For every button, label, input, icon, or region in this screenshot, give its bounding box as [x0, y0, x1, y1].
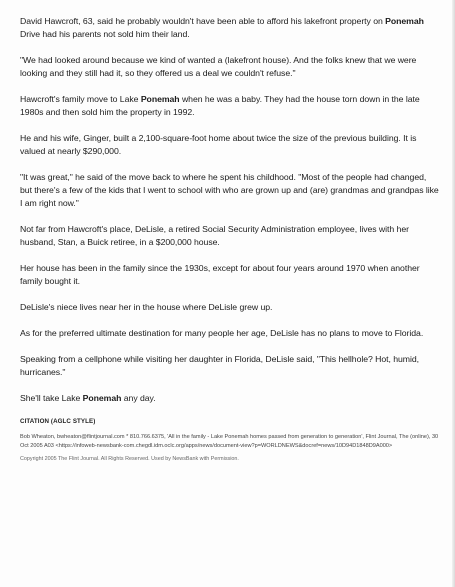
citation-heading: CITATION (AGLC STYLE): [20, 418, 96, 425]
paragraph-6: Not far from Hawcroft's place, DeLisle, a retired Social Security Administration employee, lives with her husband, Stan, a Buick retiree, in a $200,000 house.: [20, 224, 409, 247]
paragraph-10: Speaking from a cellphone while visiting her daughter in Florida, DeLisle said, "This hellhole? Hot, humid, hurricanes.": [20, 354, 420, 377]
paragraph-11: [20, 392, 440, 405]
paragraph-7: Her house has been in the family since the 1930s, except for about four years around 1970 when another family bought it.: [20, 263, 420, 286]
article-body: [20, 15, 440, 462]
paragraph-4: He and his wife, Ginger, built a 2,100-square-foot home about twice the size of the previous building. It is valued at nearly $290,000.: [20, 133, 417, 156]
copyright-notice: Copyright 2005 The Flint Journal. All Rights Reserved. Used by NewsBank with Permission.: [20, 456, 239, 462]
paragraph-3: [20, 93, 440, 119]
paragraph-1: [20, 15, 440, 41]
paragraph-8: DeLisle's niece lives near her in the house where DeLisle grew up.: [20, 302, 273, 312]
paragraph-11-text-a: She'll take Lake: [20, 393, 83, 403]
paragraph-1-text-a: David Hawcroft, 63, said he probably wouldn't have been able to afford his lakefront property on: [20, 16, 386, 26]
paragraph-3-text-b: when he was a baby. They had the house torn down in the late 1980s and then sold him the property in 1992.: [20, 94, 420, 117]
keyword-highlight: Ponemah: [140, 94, 180, 104]
paragraph-5: "It was great," he said of the move back to where he spent his childhood. "Most of the people had changed, but there's a few of the kids that I went to school with who are grown up and (are) grandmas and grandpas like I am right now.": [20, 172, 439, 208]
paragraph-1-text-b: Drive had his parents not sold him their land.: [20, 29, 190, 39]
keyword-highlight: Ponemah: [385, 16, 424, 26]
paragraph-2: "We had looked around because we kind of wanted a (lakefront house). And the folks knew that we were looking and they still had it, so they offered us a deal we couldn't refuse.": [20, 55, 417, 78]
paragraph-11-text-b: any day.: [121, 393, 156, 403]
paragraph-3-text-a: Hawcroft's family move to Lake: [20, 94, 141, 104]
paragraph-9: As for the preferred ultimate destination for many people her age, DeLisle has no plans to move to Florida.: [20, 328, 424, 338]
citation-text: Bob Wheaton, bwheaton@flintjournal.com * 810.766.6375, 'All in the family - Lake Ponemah homes passed from generation to generation', Flint Journal, The (online), 30 Oct 2005 A03 <https://infoweb-newsbank-com.chegdl.idm.oclc.org/apps/news/document-view?p=WORLDNEWS&docref=news/10D94D1848D9A000>: [20, 434, 439, 449]
keyword-highlight: Ponemah: [82, 393, 122, 403]
